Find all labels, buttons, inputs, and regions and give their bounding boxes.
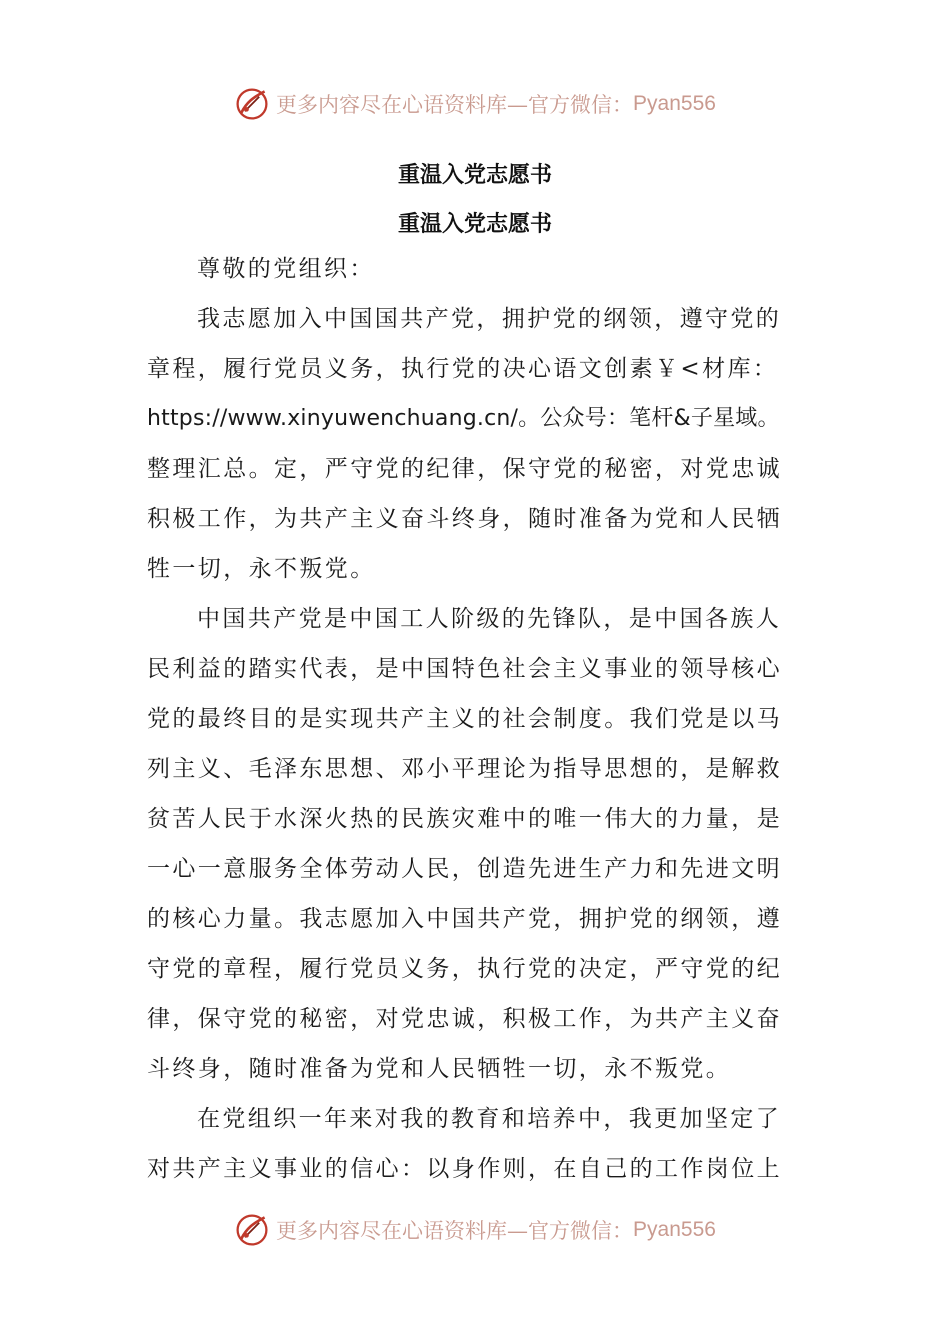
document-title: 重温入党志愿书 xyxy=(397,163,552,188)
text-line: 一心一意服务全体劳动人民，创造先进生产力和先进文明 xyxy=(147,856,782,882)
pen-logo-icon xyxy=(234,1212,270,1248)
text-line: https://www.xinyuwenchuang.cn/。公众号：笔杆&子星域。 xyxy=(147,406,780,431)
document-subtitle: 重温入党志愿书 xyxy=(397,212,552,237)
text-line: 民利益的踏实代表，是中国特色社会主义事业的领导核心 xyxy=(147,656,782,682)
watermark-id: Pyan556 xyxy=(633,92,716,115)
text-line: 的核心力量。我志愿加入中国共产党，拥护党的纲领，遵 xyxy=(147,906,782,932)
text-line: 整理汇总。定，严守党的纪律，保守党的秘密，对党忠诚 xyxy=(147,456,782,482)
salutation: 尊敬的党组织： xyxy=(197,256,375,282)
text-line: 斗终身，随时准备为党和人民牺牲一切，永不叛党。 xyxy=(147,1056,732,1082)
watermark-id: Pyan556 xyxy=(633,1218,716,1241)
document-body xyxy=(147,244,807,1194)
text-line: 中国共产党是中国工人阶级的先锋队，是中国各族人 xyxy=(197,606,782,632)
header-watermark xyxy=(0,82,950,126)
text-line: 贫苦人民于水深火热的民族灾难中的唯一伟大的力量，是 xyxy=(147,806,782,832)
text-line: 律，保守党的秘密，对党忠诚，积极工作，为共产主义奋 xyxy=(147,1006,782,1032)
text-line: 我志愿加入中国国共产党，拥护党的纲领，遵守党的 xyxy=(197,306,782,332)
text-line: 对共产主义事业的信心：以身作则，在自己的工作岗位上 xyxy=(147,1156,782,1182)
watermark-text: 更多内容尽在心语资料库—官方微信： xyxy=(276,93,634,117)
text-line: 党的最终目的是实现共产主义的社会制度。我们党是以马 xyxy=(147,706,782,732)
watermark-text: 更多内容尽在心语资料库—官方微信： xyxy=(276,1219,634,1243)
text-line: 在党组织一年来对我的教育和培养中，我更加坚定了 xyxy=(197,1106,782,1132)
text-line: 列主义、毛泽东思想、邓小平理论为指导思想的，是解救 xyxy=(147,756,782,782)
text-line: 积极工作，为共产主义奋斗终身，随时准备为党和人民牺 xyxy=(147,506,782,532)
text-line: 牲一切，永不叛党。 xyxy=(147,556,376,582)
pen-logo-icon xyxy=(234,86,270,122)
text-line: 章程，履行党员义务，执行党的决心语文创素￥<材库： xyxy=(147,356,779,382)
text-line: 守党的章程，履行党员义务，执行党的决定，严守党的纪 xyxy=(147,956,782,982)
footer-watermark xyxy=(0,1208,950,1252)
